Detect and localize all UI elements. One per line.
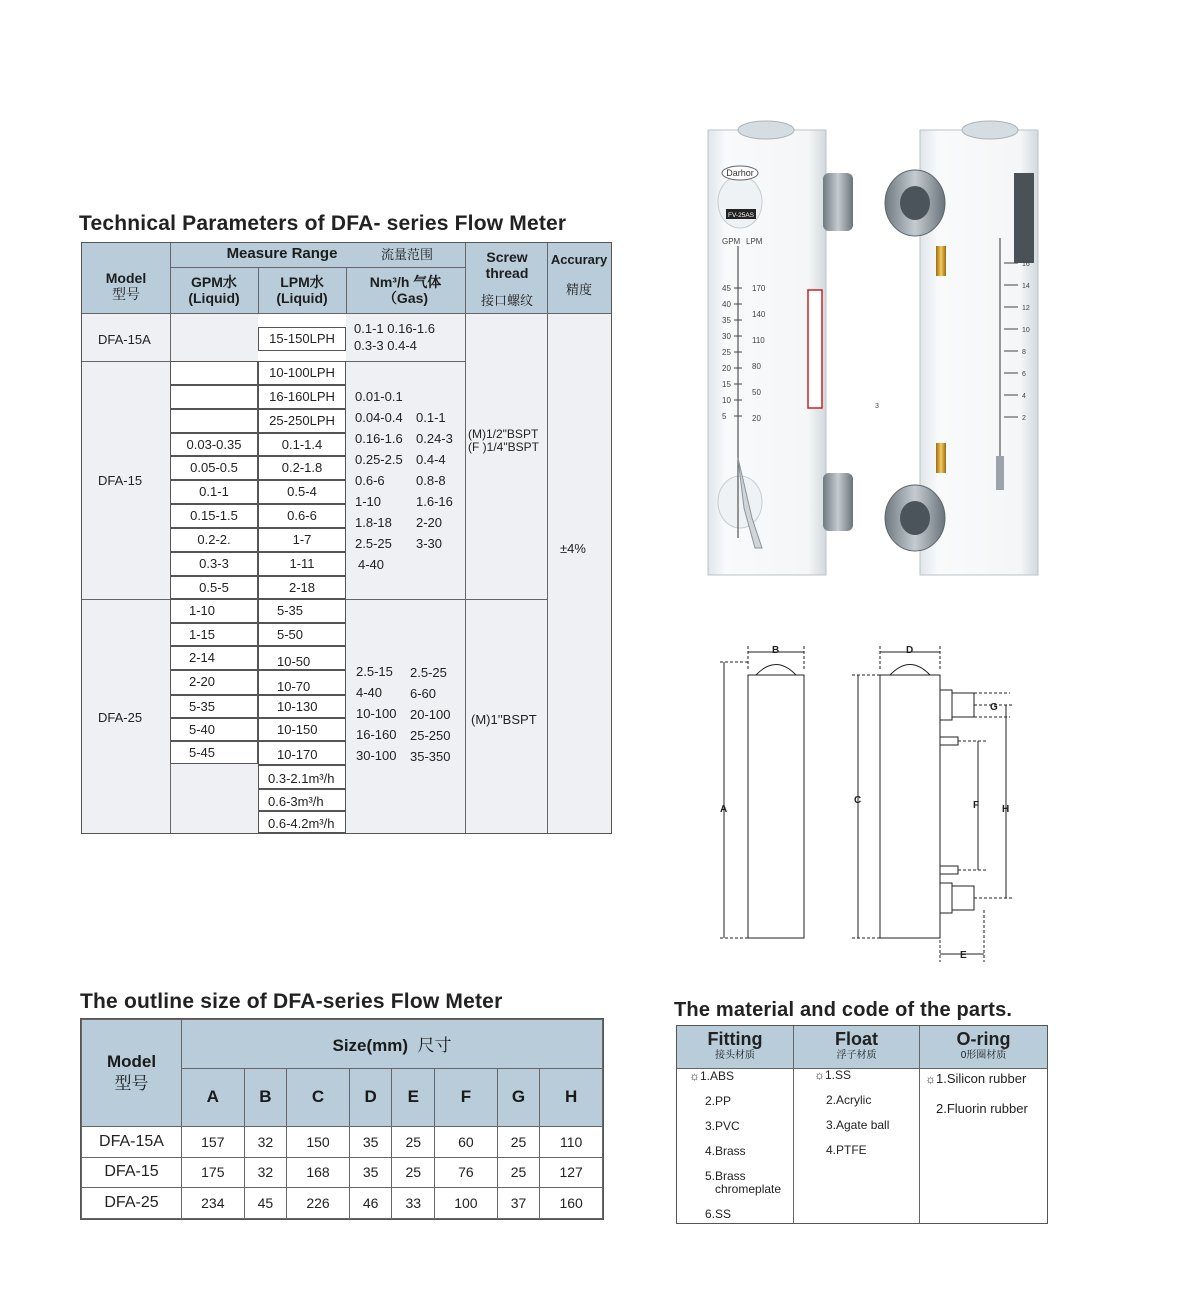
dfa15-gas-6a: 1-10	[355, 494, 382, 509]
float-item-4: 4.PTFE	[826, 1143, 867, 1157]
accuracy-header: Accurary 精度	[550, 252, 608, 297]
dfa25-m3h-2: 0.6-3m³/h	[258, 789, 346, 811]
side-tick-label: 16	[1022, 261, 1030, 268]
outline-cell: 46	[349, 1188, 392, 1219]
model-header: Model 型号	[105, 270, 147, 302]
outline-size-header: Size(mm) 尺寸	[182, 1020, 603, 1069]
outline-col-g: G	[497, 1068, 540, 1126]
gpm-tick-label: 35	[722, 316, 731, 325]
dfa15-gas-8b: 3-30	[416, 536, 443, 551]
measure-range-header: Measure Range	[226, 245, 338, 262]
dim-label-a: A	[720, 804, 728, 815]
dfa15-gpm-3	[170, 409, 258, 433]
materials-title: The material and code of the parts.	[674, 999, 1013, 1021]
outline-cell: 127	[540, 1157, 603, 1188]
dfa15-lpm-4: 0.1-1.4	[258, 433, 346, 456]
outline-col-a: A	[182, 1068, 245, 1126]
dfa25-gas-5b: 35-350	[410, 749, 451, 764]
fitting-item-2: 2.PP	[705, 1094, 732, 1108]
lpm-tick-label: 80	[752, 362, 761, 371]
model-dfa-15: DFA-15	[98, 473, 143, 488]
scale-gpm-label: GPM	[722, 237, 741, 246]
dfa15-gas-7a: 1.8-18	[355, 515, 392, 530]
lpm-tick-label: 50	[752, 388, 761, 397]
dfa15-lpm-3: 25-250LPH	[258, 409, 346, 433]
outline-cell: 25	[392, 1157, 435, 1188]
dfa15-gas-3a: 0.16-1.6	[355, 431, 403, 446]
outline-col-d: D	[349, 1068, 392, 1126]
gpm-tick-label: 45	[722, 284, 731, 293]
dfa25-gpm-1: 1-10	[170, 599, 258, 623]
dfa25-lpm-6: 10-150	[258, 718, 346, 741]
dfa25-gpm-2: 1-15	[170, 623, 258, 646]
fitting-item-4: 4.Brass	[705, 1144, 746, 1158]
lpm-tick-label: 110	[752, 336, 765, 345]
outline-col-c: C	[287, 1068, 350, 1126]
outline-cell: 37	[497, 1188, 540, 1219]
side-tick-label: 4	[1022, 393, 1026, 400]
side-tick-label: 10	[1022, 327, 1030, 334]
dim-label-b: B	[772, 645, 780, 656]
outline-title: The outline size of DFA-series Flow Meter	[80, 990, 503, 1013]
thread-dfa15-2: (F )1/4"BSPT	[468, 440, 539, 454]
dfa25-gpm-4: 2-20	[170, 670, 258, 695]
materials-table	[676, 1025, 1048, 1224]
dfa15-lpm-5: 0.2-1.8	[258, 456, 346, 480]
dfa25-gas-1b: 2.5-25	[410, 665, 447, 680]
dfa15-lpm-7: 0.6-6	[258, 504, 346, 528]
side-tick-label: 14	[1022, 283, 1030, 290]
dfa25-gpm-5: 5-35	[170, 695, 258, 718]
model-dfa-15a: DFA-15A	[98, 332, 151, 347]
gpm-header: GPM水 (Liquid)	[188, 274, 240, 306]
fitting-item-5: 5.Brass	[705, 1169, 746, 1183]
dfa15-gpm-7: 0.15-1.5	[170, 504, 258, 528]
outline-col-h: H	[540, 1068, 603, 1126]
outline-cell: 226	[287, 1188, 350, 1219]
outline-model-header: Model 型号	[82, 1020, 182, 1127]
star-icon: ☼	[925, 1072, 936, 1086]
lpm-tick-label: 140	[752, 310, 766, 319]
outline-cell: 60	[435, 1126, 498, 1157]
dfa15a-gas-2: 0.3-3 0.4-4	[354, 338, 417, 353]
flowmeter-photo	[700, 118, 1050, 588]
dfa15-gas-1a: 0.01-0.1	[355, 389, 403, 404]
dfa25-lpm-1: 5-35	[258, 599, 346, 623]
side-meter	[885, 121, 1038, 575]
outline-row	[82, 1126, 603, 1157]
dfa15-lpm-10: 2-18	[258, 576, 346, 599]
outline-col-e: E	[392, 1068, 435, 1126]
outline-cell: 25	[392, 1126, 435, 1157]
outline-cell: 35	[349, 1126, 392, 1157]
outline-cell: 25	[497, 1126, 540, 1157]
dfa15a-lpm: 15-150LPH	[258, 327, 346, 351]
side-tick-label: 12	[1022, 305, 1030, 312]
dfa15-gpm-2	[170, 385, 258, 409]
outline-cell: 32	[244, 1126, 287, 1157]
dfa15-gas-5a: 0.6-6	[355, 473, 385, 488]
dim-label-e: E	[960, 950, 967, 961]
dfa15-gas-6b: 1.6-16	[416, 494, 453, 509]
outline-cell: 32	[244, 1157, 287, 1188]
dfa25-lpm-2: 5-50	[258, 623, 346, 646]
dfa15-gas-4b: 0.4-4	[416, 452, 446, 467]
dfa15-gpm-8: 0.2-2.	[170, 528, 258, 552]
outline-row	[82, 1188, 603, 1219]
dfa15-gas-2b: 0.1-1	[416, 410, 446, 425]
gpm-tick-label: 20	[722, 364, 731, 373]
star-icon: ☼	[814, 1068, 825, 1082]
outline-col-b: B	[244, 1068, 287, 1126]
dfa15-gas-5b: 0.8-8	[416, 473, 446, 488]
outline-cell: 160	[540, 1188, 603, 1219]
oring-item-2: 2.Fluorin rubber	[936, 1101, 1028, 1116]
dfa15-gas-4a: 0.25-2.5	[355, 452, 403, 467]
side-tick-label: 2	[1022, 415, 1026, 422]
photo-dot-label: 3	[875, 403, 879, 410]
fitting-item-5b: chromeplate	[715, 1182, 782, 1196]
lpm-tick-label: 170	[752, 284, 766, 293]
dfa15a-gas-1: 0.1-1 0.16-1.6	[354, 321, 435, 336]
outline-cell: 168	[287, 1157, 350, 1188]
float-item-2: 2.Acrylic	[826, 1093, 872, 1107]
outline-row-model: DFA-25	[82, 1188, 182, 1219]
dfa25-lpm-4: 10-70	[258, 670, 346, 695]
dfa25-gas-2b: 6-60	[410, 686, 437, 701]
dim-label-g: G	[990, 702, 998, 713]
dfa15-gas-9a: 4-40	[358, 557, 385, 572]
dfa15-lpm-2: 16-160LPH	[258, 385, 346, 409]
dfa25-gpm-6: 5-40	[170, 718, 258, 741]
fitting-item-6: 6.SS	[705, 1207, 732, 1221]
dfa25-gpm-7: 5-45	[170, 741, 258, 764]
dim-label-c: C	[854, 795, 862, 806]
float-item-1: ☼1.SS	[814, 1068, 852, 1082]
screw-thread-header: Screw thread 接口螺纹	[480, 249, 533, 308]
measure-range-zh: 流量范围	[380, 247, 433, 262]
outline-cell: 110	[540, 1126, 603, 1157]
dfa25-gas-2a: 4-40	[356, 685, 383, 700]
dfa15-gas-2a: 0.04-0.4	[355, 410, 403, 425]
dimension-drawing	[712, 640, 1032, 970]
dfa15-lpm-9: 1-11	[258, 552, 346, 576]
float-column: Float 浮子材质 ☼1.SS 2.Acrylic 3.Agate ball 4.PTFE	[794, 1026, 920, 1223]
dfa15-lpm-1: 10-100LPH	[258, 361, 346, 385]
outline-cell: 175	[182, 1157, 245, 1188]
lpm-header: LPM水 (Liquid)	[276, 274, 328, 306]
model-dfa-25: DFA-25	[98, 710, 143, 725]
lpm-tick-label: 20	[752, 414, 761, 423]
outline-cell: 45	[244, 1188, 287, 1219]
model-tag: FV-25AS	[727, 212, 755, 219]
dfa15-gpm-4: 0.03-0.35	[170, 433, 258, 456]
dfa15-lpm-8: 1-7	[258, 528, 346, 552]
dfa15-gpm-5: 0.05-0.5	[170, 456, 258, 480]
side-tick-label: 8	[1022, 349, 1026, 356]
dfa15-gas-8a: 2.5-25	[355, 536, 392, 551]
dfa25-m3h-1: 0.3-2.1m³/h	[258, 765, 346, 789]
dim-label-d: D	[906, 645, 914, 656]
outline-cell: 76	[435, 1157, 498, 1188]
gpm-tick-label: 30	[722, 332, 731, 341]
dfa25-gpm-3: 2-14	[170, 646, 258, 670]
dfa25-gas-3b: 20-100	[410, 707, 451, 722]
outline-col-f: F	[435, 1068, 498, 1126]
dfa25-gas-3a: 10-100	[356, 706, 397, 721]
dfa15-gas-7b: 2-20	[416, 515, 443, 530]
fitting-item-1: ☼1.ABS	[689, 1069, 735, 1083]
gpm-tick-label: 40	[722, 300, 731, 309]
outline-table	[80, 1018, 604, 1220]
dfa15-lpm-6: 0.5-4	[258, 480, 346, 504]
dfa25-lpm-3: 10-50	[258, 646, 346, 670]
dfa15-gas-3b: 0.24-3	[416, 431, 453, 446]
thread-dfa15-1: (M)1/2"BSPT	[468, 427, 539, 441]
thread-dfa25: (M)1''BSPT	[471, 712, 537, 727]
brand-logo: Darhor	[726, 168, 754, 178]
outline-cell: 35	[349, 1157, 392, 1188]
tech-title: Technical Parameters of DFA- series Flow Meter	[79, 212, 567, 235]
dfa25-gas-5a: 30-100	[356, 748, 397, 763]
outline-cell: 234	[182, 1188, 245, 1219]
warning-label	[808, 290, 822, 408]
dfa25-gas-4a: 16-160	[356, 727, 397, 742]
dfa25-gas-4b: 25-250	[410, 728, 451, 743]
outline-cell: 150	[287, 1126, 350, 1157]
dfa15-gpm-9: 0.3-3	[170, 552, 258, 576]
dfa15-gpm-10: 0.5-5	[170, 576, 258, 599]
gpm-tick-label: 10	[722, 396, 731, 405]
dfa25-m3h-3: 0.6-4.2m³/h	[258, 811, 346, 833]
scale-lpm-label: LPM	[746, 237, 763, 246]
dfa25-gas-1a: 2.5-15	[356, 664, 393, 679]
fitting-column: Fitting 接头材质 ☼1.ABS 2.PP 3.PVC 4.Brass 5.Brass chromeplate 6.SS	[677, 1026, 794, 1223]
dfa25-lpm-5: 10-130	[258, 695, 346, 718]
dfa25-lpm-7: 10-170	[258, 741, 346, 765]
outline-cell: 100	[435, 1188, 498, 1219]
gpm-tick-label: 5	[722, 412, 727, 421]
outline-cell: 33	[392, 1188, 435, 1219]
oring-column: O-ring 0形圈材质 ☼1.Silicon rubber 2.Fluorin rubber	[920, 1026, 1047, 1223]
gas-header: Nm³/h 气体 （Gas)	[369, 274, 442, 306]
dfa15-gpm-6: 0.1-1	[170, 480, 258, 504]
fitting-item-3: 3.PVC	[705, 1119, 740, 1133]
side-tick-label: 6	[1022, 371, 1026, 378]
accuracy-value: ±4%	[560, 541, 586, 556]
outline-cell: 157	[182, 1126, 245, 1157]
outline-cell: 25	[497, 1157, 540, 1188]
dfa15-gpm-1	[170, 361, 258, 385]
gpm-tick-label: 25	[722, 348, 731, 357]
gpm-tick-label: 15	[722, 380, 731, 389]
tech-table	[81, 242, 612, 834]
oring-item-1: ☼1.Silicon rubber	[925, 1071, 1027, 1086]
dim-label-h: H	[1002, 804, 1010, 815]
star-icon: ☼	[689, 1069, 700, 1083]
dim-label-f: F	[973, 800, 980, 811]
outline-row-model: DFA-15	[82, 1157, 182, 1188]
outline-row-model: DFA-15A	[82, 1126, 182, 1157]
outline-row	[82, 1157, 603, 1188]
float-item-3: 3.Agate ball	[826, 1118, 890, 1132]
